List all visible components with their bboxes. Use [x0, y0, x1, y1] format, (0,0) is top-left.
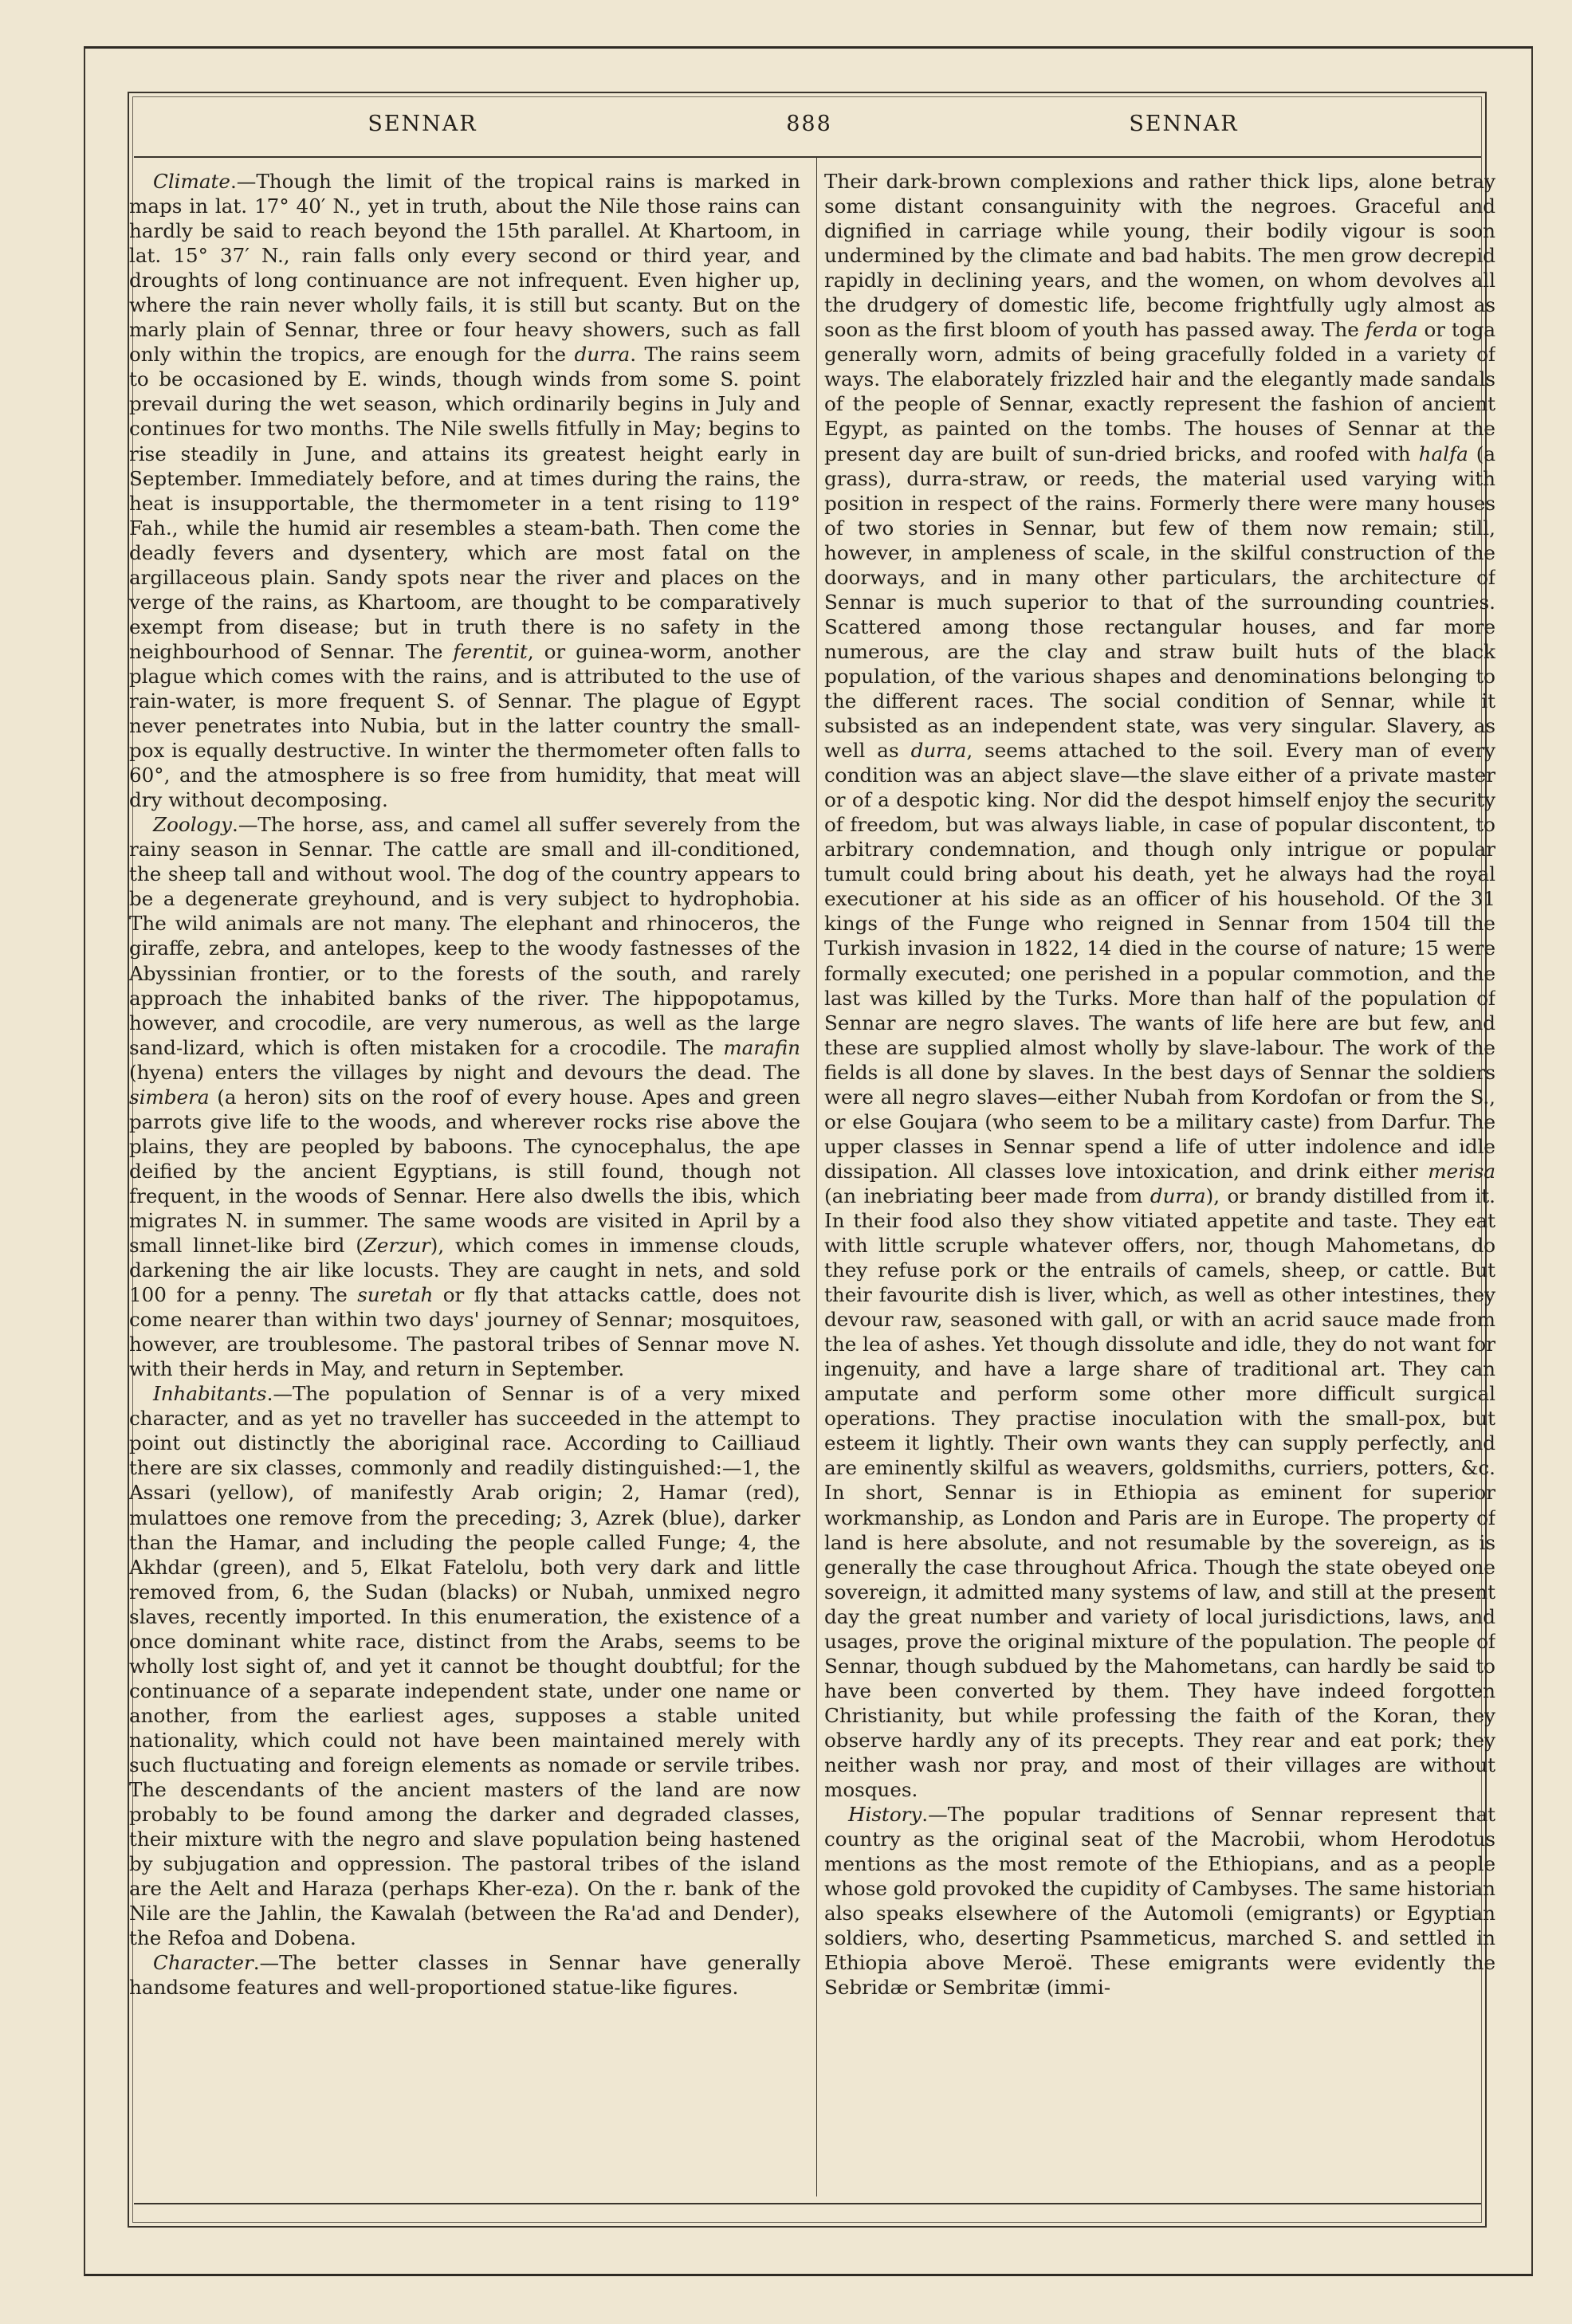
italic-term: durra [1150, 1184, 1206, 1207]
text-run: (a heron) sits on the roof of every house. Apes and green parrots give life to the woods, and wherever rocks rise above the plains, they are peopled by baboons. The cynocephalus, the ape deified by the ancient Egyptians, is still found, though not frequent, in the woods of Sennar. Here also dwells the ibis, which migrates N. in summer. The same woods are visited in April by a small linnet-like bird ( [129, 1085, 800, 1258]
text-run: . The rains seem to be occasioned by E. winds, though winds from some S. point prevail during the wet season, which ordinarily begins in July and continues for two months. The Nile swells fitfully in May; begins to rise steadily in June, and attains its greatest height early in September. Immediately before, and at times during the rains, the heat is insupportable, the thermometer in a tent rising to 119° Fah., while the humid air resembles a steam-bath. Then come the deadly fevers and dysentery, which are most fatal on the argillaceous plain. Sandy spots near the river and places on the verge of the rains, as Khartoom, are thought to be comparatively exempt from disease; but in truth there is no safety in the neighbourhood of Sennar. The [129, 343, 800, 663]
italic-term: durra [574, 343, 631, 367]
section-heading-zoology: Zoology [153, 813, 233, 837]
italic-term: ferentit [453, 639, 528, 663]
paragraph-history [824, 1802, 1495, 2000]
text-run: , or guinea-worm, another plague which comes with the rains, and is attributed to the use of rain-water, is more frequent S. of Sennar. The plague of Egypt never penetrates into Nubia, but in the latter country the small-pox is equally destructive. In winter the thermometer often falls to 60°, and the atmosphere is so free from humidity, that meat will dry without decomposing. [129, 639, 800, 812]
paragraph-zoology [129, 812, 800, 1381]
paragraph-inhabitants [129, 1381, 800, 1950]
paragraph-character-continued [824, 169, 1495, 1802]
section-heading-character: Character [153, 1951, 253, 1975]
section-heading-climate: Climate [153, 170, 230, 193]
italic-term: simbera [129, 1085, 210, 1109]
paragraph-climate [129, 169, 800, 812]
paragraph-character [129, 1950, 800, 2000]
italic-term: Zerzur [363, 1234, 430, 1258]
text-run: .—The better classes in Sennar have generally handsome features and well-proportioned statue-like figures. [129, 1951, 800, 2000]
italic-term: durra [910, 739, 967, 763]
italic-term: merisa [1428, 1159, 1495, 1183]
text-run: or toga generally worn, admits of being gracefully folded in a variety of ways. The elaborately frizzled hair and the elegantly made sandals of the people of Sennar, exactly represent the fashion of ancient Egypt, as painted on the tombs. The houses of Sennar at the present day are built of sun-dried bricks, and roofed with [824, 318, 1495, 465]
text-run: (a grass), durra-straw, or reeds, the material used varying with position in respect of the rains. Formerly there were many houses of two stories in Sennar, but few of them now remain; still, however, in ampleness of scale, in the skilful construction of the doorways, and in many other particulars, the architecture of Sennar is much superior to that of the surrounding countries. Scattered among those rectangular houses, and far more numerous, are the clay and straw built huts of the black population, of the various shapes and denominations belonging to the different races. The social condition of Sennar, while it subsisted as an independent state, was very singular. Slavery, as well as [824, 442, 1495, 763]
text-run: , seems attached to the soil. Every man of every condition was an abject slave—the slave either of a private master or of a despotic king. Nor did the despot himself enjoy the security of freedom, but was always liable, in case of popular discontent, to arbitrary condemnation, and though only intrigue or popular tumult could bring about his death, yet he always had the royal executioner at his side as an officer of his household. Of the 31 kings of the Funge who reigned in Sennar from 1504 till the Turkish invasion in 1822, 14 died in the course of nature; 15 were formally executed; one perished in a popular commotion, and the last was killed by the Turks. More than half of the population of Sennar are negro slaves. The wants of life here are but few, and these are supplied almost wholly by slave-labour. The work of the fields is all done by slaves. In the best days of Sennar the soldiers were all negro slaves—either Nubah from Kordofan or from the S., or else Goujara (who seem to be a military caste) from Darfur. The upper classes in Sennar spend a life of utter indolence and idle dissipation. All classes love intoxication, and drink either [824, 739, 1495, 1183]
italic-term: suretah [357, 1283, 434, 1307]
left-column [129, 169, 800, 2200]
running-head [136, 112, 1483, 147]
text-run: ), or brandy distilled from it. In their food also they show vitiated appetite and taste. They eat with little scruple whatever offers, nor, though Mahometans, do they refuse pork or the entrails of camels, sheep, or cattle. But their favourite dish is liver, which, as well as other intestines, they devour raw, seasoned with gall, or with an acrid sauce made from the lea of ashes. Yet though dissolute and idle, they do not want for ingenuity, and have a large share of traditional art. They can amputate and perform some other more difficult surgical operations. They practise inoculation with the small-pox, but esteem it lightly. Their own wants they can supply perfectly, and are eminently skilful as weavers, goldsmiths, curriers, potters, &c. In short, Sennar is in Ethiopia as eminent for superior workmanship, as London and Paris are in Europe. The property of land is here absolute, and not resumable by the sovereign, as is generally the case throughout Africa. Though the state obeyed one sovereign, it admitted many systems of law, and still at the present day the great number and variety of local jurisdictions, laws, and usages, prove the original mixture of the population. The people of Sennar, though subdued by the Mahometans, can hardly be said to have been converted by them. They have indeed forgotten Christianity, but while professing the faith of the Koran, they observe hardly any of its precepts. They rear and eat pork; they neither wash nor pray, and most of their villages are without mosques. [824, 1184, 1495, 1802]
text-run: or fly that attacks cattle, does not come nearer than within two days' journey of Sennar; mosquitoes, however, are troublesome. The pastoral tribes of Sennar move N. with their herds in May, and return in September. [129, 1283, 800, 1381]
footer-rule [134, 2203, 1481, 2204]
section-heading-history: History [848, 1803, 922, 1827]
text-run: .—The horse, ass, and camel all suffer severely from the rainy season in Sennar. The cattle are small and ill-conditioned, the sheep tall and without wool. The dog of the country appears to be a degenerate greyhound, and is very subject to hydrophobia. The wild animals are not many. The elephant and rhinoceros, the giraffe, zebra, and antelopes, keep to the woody fastnesses of the Abyssinian frontier, or to the forests of the south, and rarely approach the inhabited banks of the river. The hippopotamus, however, and crocodile, are very numerous, as well as the large sand-lizard, which is often mistaken for a crocodile. The [129, 813, 800, 1059]
running-head-left-title: SENNAR [367, 112, 477, 136]
italic-term: halfa [1418, 442, 1468, 465]
section-heading-inhabitants: Inhabitants [153, 1382, 267, 1406]
italic-term: marafin [723, 1035, 800, 1059]
text-run: .—The popular traditions of Sennar represent that country as the original seat of the Macrobii, whom Herodotus mentions as the most remote of the Ethiopians, and as a people whose gold provoked the cupidity of Cambyses. The same historian also speaks elsewhere of the Automoli (emigrants) or Egyptian soldiers, who, deserting Psammeticus, marched S. and settled in Ethiopia above Meroë. These emigrants were evidently the Sebridæ or Sembritæ (immi- [824, 1803, 1495, 2000]
text-run: ), which comes in immense clouds, darkening the air like locusts. They are caught in nets, and sold 100 for a penny. The [129, 1234, 800, 1307]
text-run: Their dark-brown complexions and rather thick lips, alone betray some distant consanguinity with the negroes. Graceful and dignified in carriage while young, their bodily vigour is soon undermined by the climate and bad habits. The men grow decrepid rapidly in declining years, and the women, on whom devolves all the drudgery of domestic life, become frightfully ugly almost as soon as the first bloom of youth has passed away. The [824, 170, 1495, 342]
text-run: .—The population of Sennar is of a very mixed character, and as yet no traveller has succeeded in the attempt to point out distinctly the aboriginal race. According to Cailliaud there are six classes, commonly and readily distinguished:—1, the Assari (yellow), of manifestly Arab origin; 2, Hamar (red), mulattoes one remove from the preceding; 3, Azrek (blue), darker than the Hamar, and including the people called Funge; 4, the Akhdar (green), and 5, Elkat Fatelolu, both very dark and little removed from, 6, the Sudan (blacks) or Nubah, unmixed negro slaves, recently imported. In this enumeration, the existence of a once dominant white race, distinct from the Arabs, seems to be wholly lost sight of, and yet it cannot be thought doubtful; for the continuance of a separate independent state, under one name or another, from the earliest ages, supposes a stable united nationality, which could not have been maintained merely with such fluctuating and foreign elements as nomade or servile tribes. The descendants of the ancient masters of the land are now probably to be found among the darker and degraded classes, their mixture with the negro and slave population being hastened by subjugation and oppression. The pastoral tribes of the island are the Aelt and Haraza (perhaps Kher-eza). On the r. bank of the Nile are the Jahlin, the Kawalah (between the Ra'ad and Dender), the Refoa and Dobena. [129, 1382, 800, 1950]
running-head-right-title: SENNAR [1129, 112, 1239, 136]
header-rule [134, 156, 1481, 158]
column-divider [816, 158, 817, 2196]
text-run: .—Though the limit of the tropical rains is marked in maps in lat. 17° 40′ N., yet in truth, about the Nile those rains can hardly be said to reach beyond the 15th parallel. At Khartoom, in lat. 15° 37′ N., rain falls only every second or third year, and droughts of long continuance are not infrequent. Even higher up, where the rain never wholly fails, it is still but scanty. But on the marly plain of Sennar, three or four heavy showers, such as fall only within the tropics, are enough for the [129, 170, 800, 367]
page-number: 888 [786, 112, 832, 136]
right-column [824, 169, 1495, 2200]
text-run: (hyena) enters the villages by night and devours the dead. The [129, 1060, 800, 1084]
italic-term: ferda [1365, 318, 1418, 342]
text-run: (an inebriating beer made from [824, 1184, 1150, 1207]
